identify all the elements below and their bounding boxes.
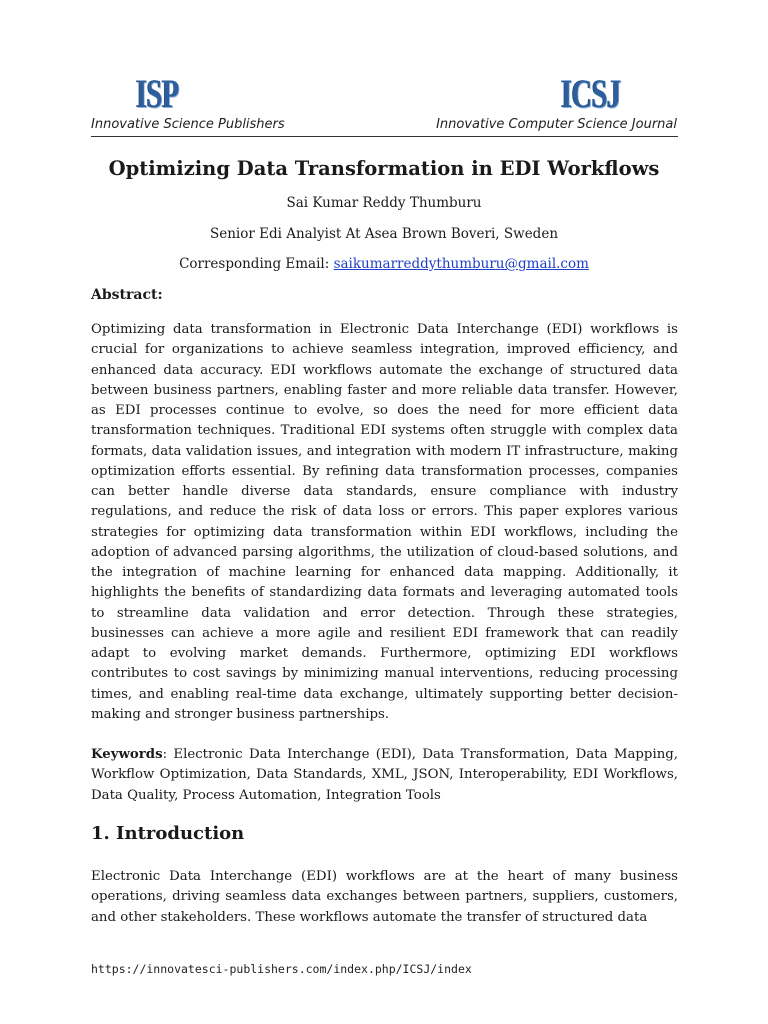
header-divider bbox=[91, 136, 678, 137]
email-label: Corresponding Email: bbox=[179, 256, 334, 272]
paper-title: Optimizing Data Transformation in EDI Workflows bbox=[108, 157, 660, 180]
email-link[interactable]: saikumarreddythumburu@gmail.com bbox=[333, 256, 589, 272]
introduction-text: Electronic Data Interchange (EDI) workflows are at the heart of many business operations, driving seamless data exchanges between partners, suppliers, customers, and other stakeholders. These workflows automate the transfer of structured data bbox=[91, 869, 678, 925]
keywords-list: : Electronic Data Interchange (EDI), Data Transformation, Data Mapping, Workflow Optimization, Data Standards, XML, JSON, Interoperability, EDI Workflows, Data Quality, Process Automation, Integration Tools bbox=[91, 747, 678, 803]
icsj-logo: ICSJ bbox=[561, 71, 621, 116]
author-name: Sai Kumar Reddy Thumburu bbox=[286, 195, 482, 211]
keywords-label: Keywords bbox=[91, 747, 163, 762]
journal-name: Innovative Computer Science Journal bbox=[436, 117, 677, 132]
author-affiliation: Senior Edi Analyist At Asea Brown Boveri, Sweden bbox=[209, 226, 559, 242]
abstract-text: Optimizing data transformation in Electronic Data Interchange (EDI) workflows is crucial for organizations to achieve seamless integration, improved efficiency, and enhanced data accuracy. EDI workflows automate the exchange of structured data between business partners, enabling faster and more reliable data transfer. However, as EDI processes continue to evolve, so does the need for more efficient data transformation techniques. Traditional EDI systems often struggle with complex data formats, data validation issues, and integration with modern IT infrastructure, making optimization efforts essential. By refining data transformation processes, companies can better handle diverse data standards, ensure compliance with industry regulations, and reduce the risk of data loss or errors. This paper explores various strategies for optimizing data transformation within EDI workflows, including the adoption of advanced parsing algorithms, the utilization of cloud-based solutions, and the integration of machine learning for enhanced data mapping. Additionally, it highlights the benefits of standardizing data formats and leveraging automated tools to streamline data validation and error detection. Through these strategies, businesses can achieve a more agile and resilient EDI framework that can readily adapt to evolving market demands. Furthermore, optimizing EDI workflows contributes to cost savings by minimizing manual interventions, reducing processing times, and enabling real-time data exchange, ultimately supporting better decision-making and stronger business partnerships. bbox=[91, 322, 678, 722]
publisher-name: Innovative Science Publishers bbox=[91, 117, 285, 132]
abstract-heading: Abstract: bbox=[91, 287, 163, 303]
footer-url[interactable]: https://innovatesci-publishers.com/index.php/ICSJ/index bbox=[91, 962, 472, 976]
introduction-heading: 1. Introduction bbox=[91, 823, 245, 844]
isp-logo: ISP bbox=[136, 71, 179, 116]
corresponding-email-line bbox=[0, 256, 768, 272]
keywords-paragraph bbox=[91, 745, 678, 806]
